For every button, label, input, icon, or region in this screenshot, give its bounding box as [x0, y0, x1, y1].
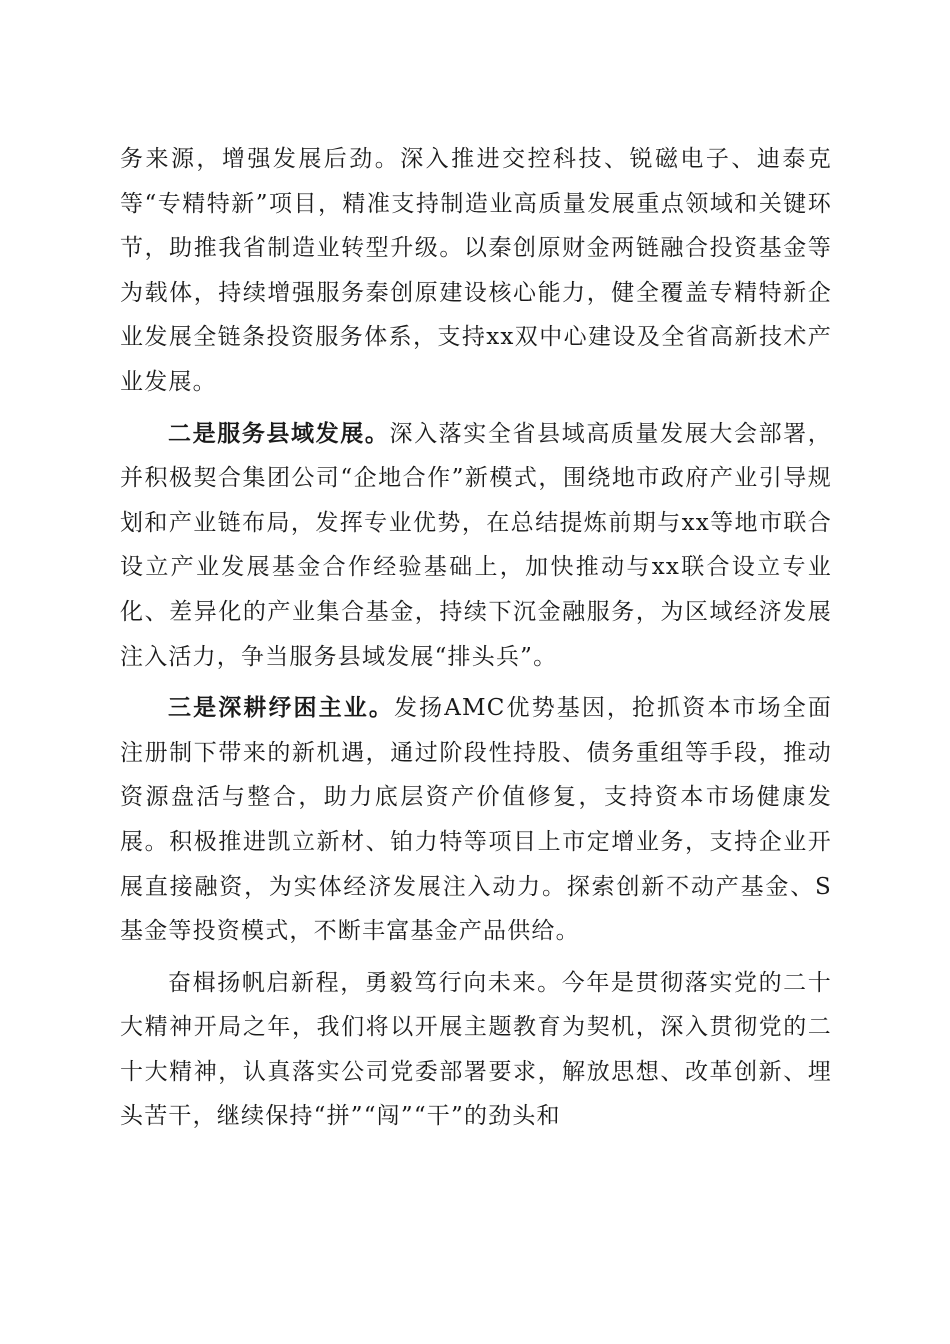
paragraph-text: 奋楫扬帆启新程，勇毅笃行向未来。今年是贯彻落实党的二十大精神开局之年，我们将以开展主题教育为契机，深入贯彻党的二十大精神，认真落实公司党委部署要求，解放思想、改革创新、埋头苦干，继续保持“拼”“闯”“干”的劲头和 — [120, 969, 832, 1130]
paragraph-text: 深入落实全省县域高质量发展大会部署，并积极契合集团公司“企地合作”新模式，围绕地市政府产业引导规划和产业链布局，发挥专业优势，在总结提炼前期与xx等地市联合设立产业发展基金合作经验基础上，加快推动与xx联合设立专业化、差异化的产业集合基金，持续下沉金融服务，为区域经济发展注入活力，争当服务县域发展“排头兵”。 — [120, 420, 832, 670]
paragraph-text: 务来源，增强发展后劲。深入推进交控科技、锐磁电子、迪泰克等“专精特新”项目，精准支持制造业高质量发展重点领域和关键环节，助推我省制造业转型升级。以秦创原财金两链融合投资基金等为载体，持续增强服务秦创原建设核心能力，健全覆盖专精特新企业发展全链条投资服务体系，支持xx双中心建设及全省高新技术产业发展。 — [120, 146, 832, 395]
document-body — [120, 137, 832, 1139]
paragraph-outlook — [120, 961, 832, 1139]
paragraph-county-development — [120, 412, 832, 680]
paragraph-heading: 二是服务县域发展。 — [168, 419, 390, 447]
paragraph-heading: 三是深耕纾困主业。 — [168, 694, 394, 722]
paragraph-continuation — [120, 137, 832, 405]
paragraph-text: 发扬AMC优势基因，抢抓资本市场全面注册制下带来的新机遇，通过阶段性持股、债务重组等手段，推动资源盘活与整合，助力底层资产价值修复，支持资本市场健康发展。积极推进凯立新材、铂力特等项目上市定增业务，支持企业开展直接融资，为实体经济发展注入动力。探索创新不动产基金、S基金等投资模式，不断丰富基金产品供给。 — [120, 695, 833, 945]
paragraph-relief-business — [120, 686, 832, 954]
